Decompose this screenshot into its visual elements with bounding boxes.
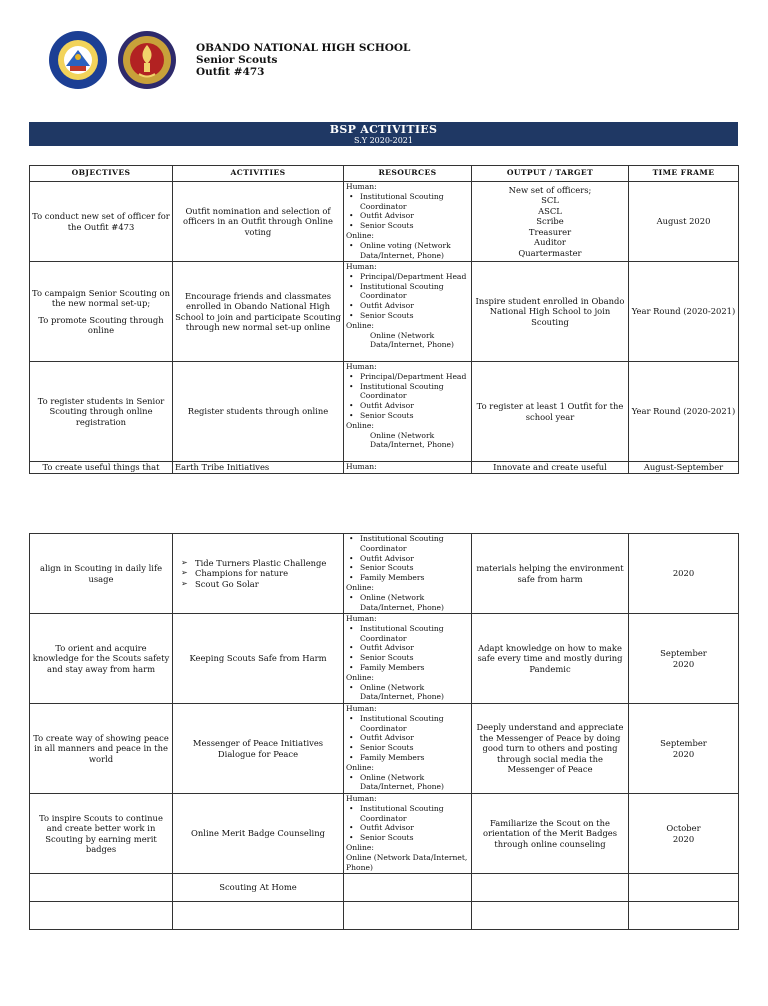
table-row xyxy=(30,614,739,704)
resources-cell: • Institutional Scouting Coordinator • Outfit Advisor • Senior Scouts • Family Members Online: • Online (Network Data/Internet, Phone) xyxy=(344,534,472,614)
table-row xyxy=(30,794,739,874)
output-cell: To register at least 1 Outfit for the school year xyxy=(472,362,629,462)
table-row xyxy=(30,534,739,614)
school-info xyxy=(196,42,410,78)
table-row xyxy=(30,902,739,930)
table-row xyxy=(30,704,739,794)
resources-cell: Human: • Institutional Scouting Coordinator • Outfit Advisor • Senior Scouts Online: • Online voting (Network Data/Internet, Phone) xyxy=(344,182,472,262)
table-row xyxy=(30,462,739,474)
col-header-output: OUTPUT / TARGET xyxy=(472,166,629,182)
resources-cell: Human: xyxy=(344,462,472,474)
table-row xyxy=(30,262,739,362)
timeframe-cell: 2020 xyxy=(629,534,739,614)
objective-cell: To campaign Senior Scouting on the new normal set-up; To promote Scouting through online xyxy=(30,262,173,362)
activity-item: ➢ Champions for nature xyxy=(195,568,341,579)
outfit-number: Outfit #473 xyxy=(196,66,265,78)
timeframe-cell: August 2020 xyxy=(629,182,739,262)
output-cell: Adapt knowledge on how to make safe every time and mostly during Pandemic xyxy=(472,614,629,704)
col-header-timeframe: TIME FRAME xyxy=(629,166,739,182)
resources-cell: Human: • Institutional Scouting Coordinator • Outfit Advisor • Senior Scouts • Family Members Online: • Online (Network Data/Internet, Phone) xyxy=(344,704,472,794)
bsp-seal-logo xyxy=(117,30,177,90)
objective-cell xyxy=(30,874,173,902)
banner-title: BSP ACTIVITIES xyxy=(329,123,438,136)
resources-cell: Human: • Principal/Department Head • Institutional Scouting Coordinator • Outfit Advisor • Senior Scouts Online: Online (Network Data/Internet, Phone) xyxy=(344,362,472,462)
objective-cell: To orient and acquire knowledge for the Scouts safety and stay away from harm xyxy=(30,614,173,704)
activity-cell xyxy=(173,534,344,614)
output-cell: Deeply understand and appreciate the Messenger of Peace by doing good turn to others and posting through social media the Messenger of Peace xyxy=(472,704,629,794)
activity-cell: Register students through online xyxy=(173,362,344,462)
activity-cell: Outfit nomination and selection of officers in an Outfit through Online voting xyxy=(173,182,344,262)
output-cell: Innovate and create useful xyxy=(472,462,629,474)
title-banner xyxy=(29,122,738,146)
col-header-resources: RESOURCES xyxy=(344,166,472,182)
resources-cell: Human: • Principal/Department Head • Institutional Scouting Coordinator • Outfit Advisor • Senior Scouts Online: Online (Network Data/Internet, Phone) xyxy=(344,262,472,362)
activity-cell: Online Merit Badge Counseling xyxy=(173,794,344,874)
col-header-activities: ACTIVITIES xyxy=(173,166,344,182)
timeframe-cell: Year Round (2020-2021) xyxy=(629,362,739,462)
activity-cell: Scouting At Home xyxy=(173,874,344,902)
timeframe-cell: October 2020 xyxy=(629,794,739,874)
timeframe-cell: August-September xyxy=(629,462,739,474)
activity-cell xyxy=(173,902,344,930)
resources-cell xyxy=(344,902,472,930)
objective-cell: To create way of showing peace in all manners and peace in the world xyxy=(30,704,173,794)
activity-item: ➢ Scout Go Solar xyxy=(195,579,341,590)
resources-cell: Human: • Institutional Scouting Coordinator • Outfit Advisor • Senior Scouts Online: Online (Network Data/Internet, Phone) xyxy=(344,794,472,874)
objective-cell: align in Scouting in daily life usage xyxy=(30,534,173,614)
activity-cell: Keeping Scouts Safe from Harm xyxy=(173,614,344,704)
output-cell: Inspire student enrolled in Obando National High School to join Scouting xyxy=(472,262,629,362)
activity-cell: Earth Tribe Initiatives xyxy=(173,462,344,474)
output-cell xyxy=(472,874,629,902)
resources-cell: Human: • Institutional Scouting Coordinator • Outfit Advisor • Senior Scouts • Family Members Online: • Online (Network Data/Internet, Phone) xyxy=(344,614,472,704)
output-cell: materials helping the environment safe from harm xyxy=(472,534,629,614)
timeframe-cell: September 2020 xyxy=(629,704,739,794)
output-cell: New set of officers; SCL ASCL Scribe Treasurer Auditor Quartermaster xyxy=(472,182,629,262)
table-row xyxy=(30,362,739,462)
objective-cell xyxy=(30,902,173,930)
table-row xyxy=(30,874,739,902)
col-header-objectives: OBJECTIVES xyxy=(30,166,173,182)
unit-name: Senior Scouts xyxy=(196,54,278,66)
activity-item: ➢ Tide Turners Plastic Challenge xyxy=(195,558,341,569)
output-cell xyxy=(472,902,629,930)
timeframe-cell: September 2020 xyxy=(629,614,739,704)
school-seal-logo xyxy=(48,30,108,90)
table-header-row xyxy=(30,166,739,182)
banner-subtitle: S.Y 2020-2021 xyxy=(354,136,413,145)
timeframe-cell xyxy=(629,874,739,902)
school-name: OBANDO NATIONAL HIGH SCHOOL xyxy=(196,42,411,54)
objective-cell: To create useful things that xyxy=(30,462,173,474)
timeframe-cell xyxy=(629,902,739,930)
resources-cell xyxy=(344,874,472,902)
table-row xyxy=(30,182,739,262)
objective-cell: To conduct new set of officer for the Outfit #473 xyxy=(30,182,173,262)
activities-table-page1 xyxy=(29,165,739,474)
activity-cell: Messenger of Peace Initiatives Dialogue for Peace xyxy=(173,704,344,794)
objective-cell: To inspire Scouts to continue and create better work in Scouting by earning merit badges xyxy=(30,794,173,874)
timeframe-cell: Year Round (2020-2021) xyxy=(629,262,739,362)
output-cell: Familiarize the Scout on the orientation of the Merit Badges through online counseling xyxy=(472,794,629,874)
activities-table-page2 xyxy=(29,533,739,930)
activity-cell: Encourage friends and classmates enrolled in Obando National High School to join and participate Scouting through new normal set-up online xyxy=(173,262,344,362)
objective-cell: To register students in Senior Scouting through online registration xyxy=(30,362,173,462)
